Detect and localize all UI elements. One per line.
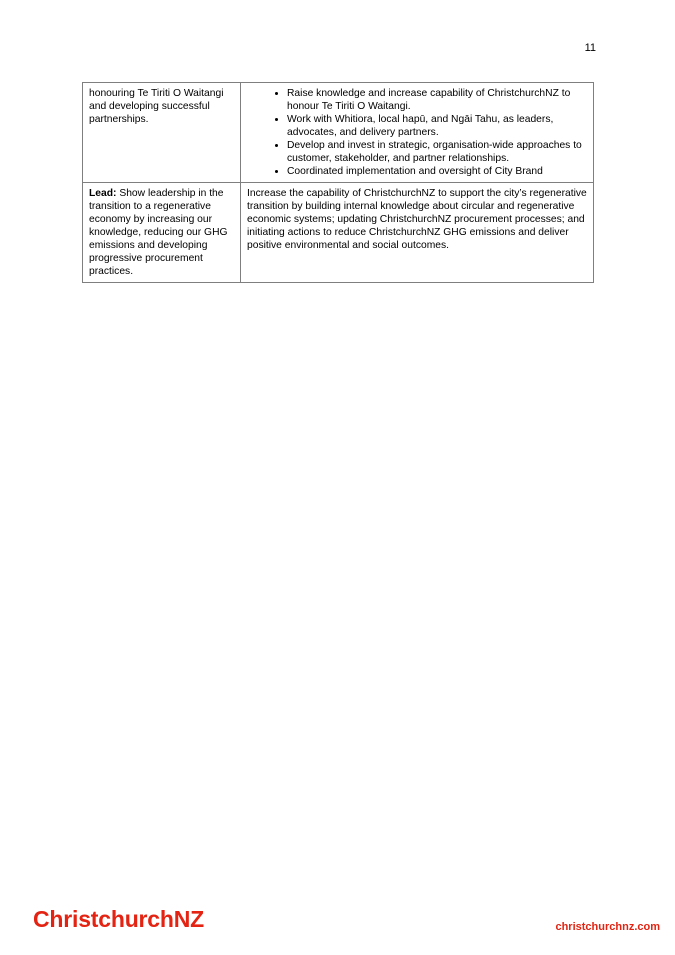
strategy-table <box>82 82 594 283</box>
footer-url: christchurchnz.com <box>555 921 660 933</box>
list-item: • Develop and invest in strategic, organisation-wide approaches to customer, stakeholder, and partner relationships. <box>287 139 587 165</box>
table-row <box>83 183 594 283</box>
list-item: • Work with Whitiora, local hapū, and Ngāi Tahu, as leaders, advocates, and delivery partners. <box>287 113 587 139</box>
table-cell-left: honouring Te Tiriti O Waitangi and developing successful partnerships. <box>83 83 241 183</box>
list-item: • Coordinated implementation and oversight of City Brand <box>287 165 587 178</box>
lead-description: Show leadership in the transition to a regenerative economy by increasing our knowledge, reducing our GHG emissions and developing progressive procurement practices. <box>89 188 228 277</box>
lead-label: Lead: <box>89 188 117 199</box>
table-cell-right <box>241 83 594 183</box>
bullet-list <box>247 87 587 178</box>
table-cell-left <box>83 183 241 283</box>
list-item: • Raise knowledge and increase capability of ChristchurchNZ to honour Te Tiriti O Waitangi. <box>287 87 587 113</box>
page-number: 11 <box>584 42 596 54</box>
table-row <box>83 83 594 183</box>
christchurchnz-logo: ChristchurchNZ <box>33 906 204 932</box>
table-cell-right: Increase the capability of ChristchurchNZ to support the city’s regenerative transition by building internal knowledge about circular and regenerative economic systems; updating ChristchurchNZ procurement processes; and initiating actions to reduce ChristchurchNZ GHG emissions and deliver positive environmental and social outcomes. <box>241 183 594 283</box>
